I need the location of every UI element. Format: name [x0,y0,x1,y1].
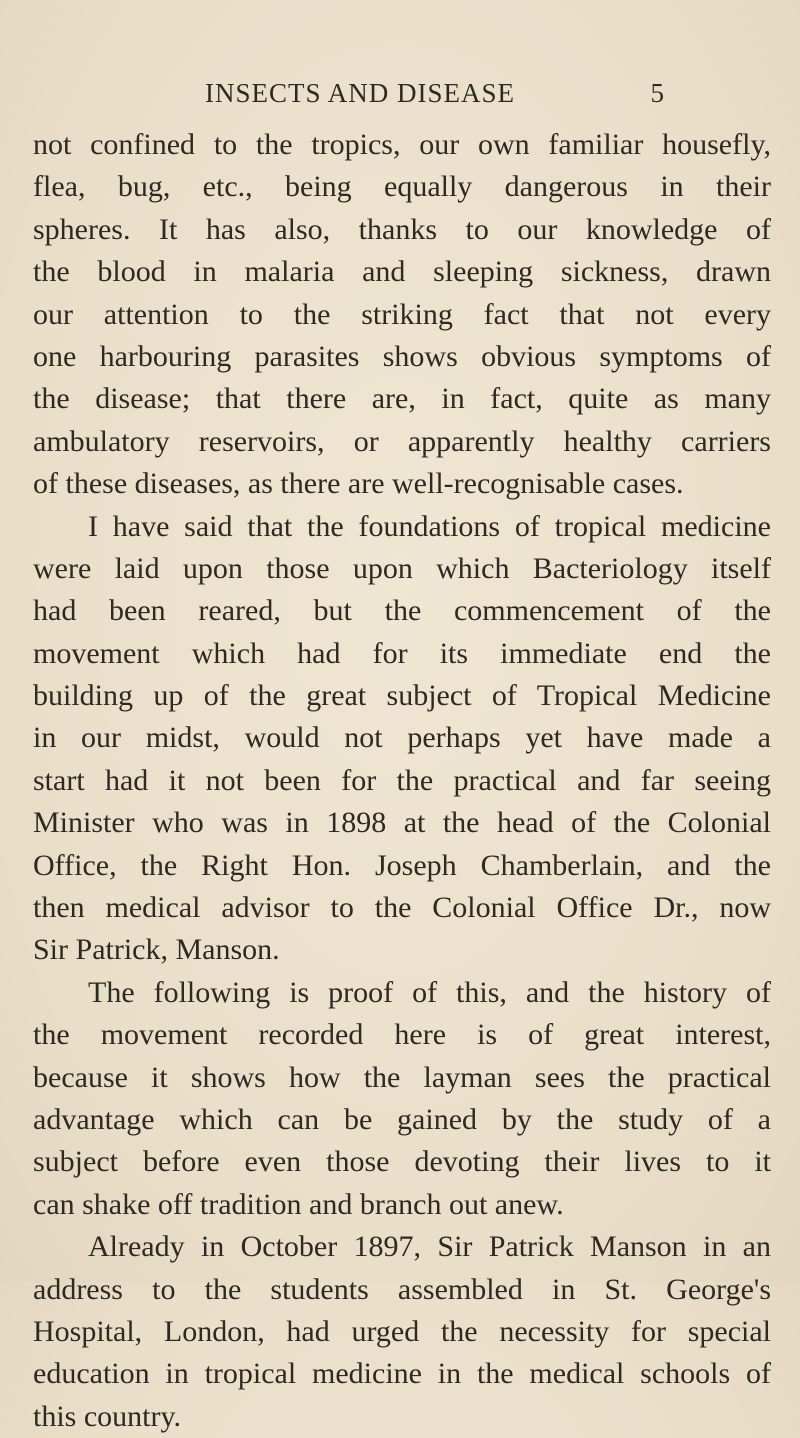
text-line: Office, the Right Hon. Joseph Chamberlain, and the [33,848,771,882]
text-line: were laid upon those upon which Bacteriology itself [33,551,771,585]
text-line: the blood in malaria and sleeping sickness, drawn [33,255,771,289]
text-line: Already in October 1897, Sir Patrick Manson in an [88,1230,771,1264]
text-line: the movement recorded here is of great interest, [33,1018,771,1052]
text-line: advantage which can be gained by the study of a [33,1102,771,1136]
text-line: not confined to the tropics, our own familiar housefly, [33,128,771,161]
text-line: I have said that the foundations of tropical medicine [88,509,771,543]
text-line: because it shows how the layman sees the practical [33,1060,771,1094]
text-line: in our midst, would not perhaps yet have made a [33,721,771,755]
page-number: 5 [650,78,665,108]
text-line: can shake off tradition and branch out anew. [33,1187,564,1221]
text-line: Minister who was in 1898 at the head of the Colonial [33,806,771,840]
text-line: education in tropical medicine in the medical schools of [33,1357,771,1391]
body-text [33,124,771,1438]
text-line: Hospital, London, had urged the necessity for special [33,1314,771,1348]
text-line: start had it not been for the practical and far seeing [33,763,771,797]
text-line: of these diseases, as there are well-recognisable cases. [33,467,684,501]
text-line: address to the students assembled in St. George's [33,1272,771,1306]
text-line: building up of the great subject of Tropical Medicine [33,679,771,713]
text-line: then medical advisor to the Colonial Office Dr., now [33,891,771,925]
text-line: one harbouring parasites shows obvious symptoms of [33,339,771,373]
text-line: the disease; that there are, in fact, quite as many [33,382,771,416]
text-line: The following is proof of this, and the history of [88,975,771,1009]
text-line: subject before even those devoting their lives to it [33,1145,771,1179]
text-line: ambulatory reservoirs, or apparently healthy carriers [33,424,771,458]
text-line: had been reared, but the commencement of the [33,594,771,628]
text-line: movement which had for its immediate end the [33,636,771,670]
running-head [205,78,665,114]
text-line: spheres. It has also, thanks to our knowledge of [33,212,771,246]
text-line: flea, bug, etc., being equally dangerous in their [33,170,771,204]
running-title: INSECTS AND DISEASE [205,78,516,108]
text-line: this country. [33,1399,182,1433]
text-line: Sir Patrick, Manson. [33,933,280,967]
text-line: our attention to the striking fact that not every [33,297,771,331]
